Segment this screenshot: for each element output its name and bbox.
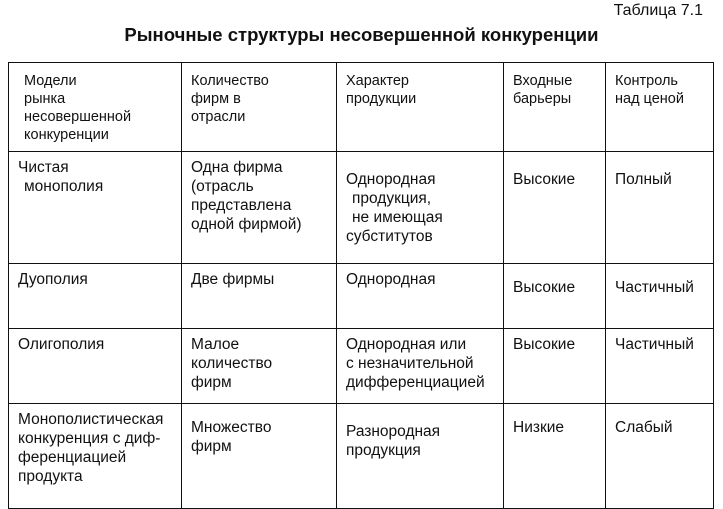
header-row [9, 63, 714, 152]
cell-line: монополия [24, 178, 104, 195]
header-models [9, 63, 182, 152]
cell-firm-count [182, 329, 337, 404]
cell-line: Монополистическая [18, 411, 164, 428]
table-row [9, 404, 714, 509]
cell-line: продукция [346, 442, 421, 459]
cell-line: Высокие [513, 336, 576, 353]
header-line: барьеры [513, 91, 572, 107]
cell-firm-count [182, 264, 337, 329]
cell-price-control [606, 329, 714, 404]
cell-line: Олигополия [18, 336, 105, 353]
header-line: рынка [24, 91, 66, 107]
cell-firm-count [182, 404, 337, 509]
cell-line: Одна фирма [191, 159, 283, 176]
table-row [9, 152, 714, 264]
cell-line: субститутов [346, 228, 433, 245]
cell-line: Частичный [615, 279, 694, 296]
cell-entry-barriers [504, 329, 606, 404]
cell-model [9, 264, 182, 329]
cell-line: Низкие [513, 419, 565, 436]
cell-line: Однородная или [346, 336, 467, 353]
cell-line: Две фирмы [191, 271, 275, 288]
cell-line: дифференциацией [346, 374, 485, 391]
table-number: Таблица 7.1 [613, 2, 703, 19]
cell-product-type [337, 329, 504, 404]
header-line: несовершенной [24, 109, 132, 125]
cell-line: Множество [191, 419, 272, 436]
header-line: Количество [191, 73, 269, 89]
header-line: фирм в [191, 91, 241, 107]
cell-line: (отрасль [191, 178, 254, 195]
cell-product-type [337, 404, 504, 509]
cell-line: Дуополия [18, 271, 88, 288]
cell-line: продукция, [352, 190, 432, 207]
cell-line: Полный [615, 171, 672, 188]
header-line: отрасли [191, 109, 246, 125]
cell-line: Малое [191, 336, 240, 353]
cell-price-control [606, 264, 714, 329]
cell-price-control [606, 404, 714, 509]
header-line: над ценой [615, 91, 684, 107]
cell-model [9, 329, 182, 404]
cell-price-control [606, 152, 714, 264]
cell-line: представлена [191, 197, 292, 214]
cell-line: не имеющая [352, 209, 443, 226]
cell-firm-count [182, 152, 337, 264]
cell-line: продукта [18, 468, 83, 485]
header-firm-count [182, 63, 337, 152]
cell-product-type [337, 264, 504, 329]
cell-line: ференциацией [18, 449, 127, 466]
header-entry-barriers [504, 63, 606, 152]
cell-entry-barriers [504, 152, 606, 264]
cell-line: Разнородная [346, 423, 441, 440]
header-line: продукции [346, 91, 417, 107]
cell-line: Чистая [18, 159, 69, 176]
header-line: Контроль [615, 73, 678, 89]
header-line: Модели [24, 73, 77, 89]
cell-line: Частичный [615, 336, 694, 353]
cell-line: фирм [191, 438, 232, 455]
cell-product-type [337, 152, 504, 264]
header-product-type [337, 63, 504, 152]
market-structures-table [8, 62, 714, 509]
cell-line: конкуренция с диф- [18, 430, 161, 447]
cell-line: Однородная [346, 271, 436, 288]
table-row [9, 329, 714, 404]
cell-line: фирм [191, 374, 232, 391]
cell-entry-barriers [504, 264, 606, 329]
cell-model [9, 152, 182, 264]
cell-line: с незначительной [346, 355, 474, 372]
table-title: Рыночные структуры несовершенной конкуренции [124, 24, 599, 45]
cell-line: Высокие [513, 279, 576, 296]
header-line: Характер [346, 73, 409, 89]
cell-entry-barriers [504, 404, 606, 509]
header-line: Входные [513, 73, 573, 89]
cell-model [9, 404, 182, 509]
header-price-control [606, 63, 714, 152]
cell-line: Слабый [615, 419, 673, 436]
cell-line: Высокие [513, 171, 576, 188]
header-line: конкуренции [24, 127, 109, 143]
table-row [9, 264, 714, 329]
cell-line: количество [191, 355, 273, 372]
cell-line: Однородная [346, 171, 436, 188]
cell-line: одной фирмой) [191, 216, 302, 233]
